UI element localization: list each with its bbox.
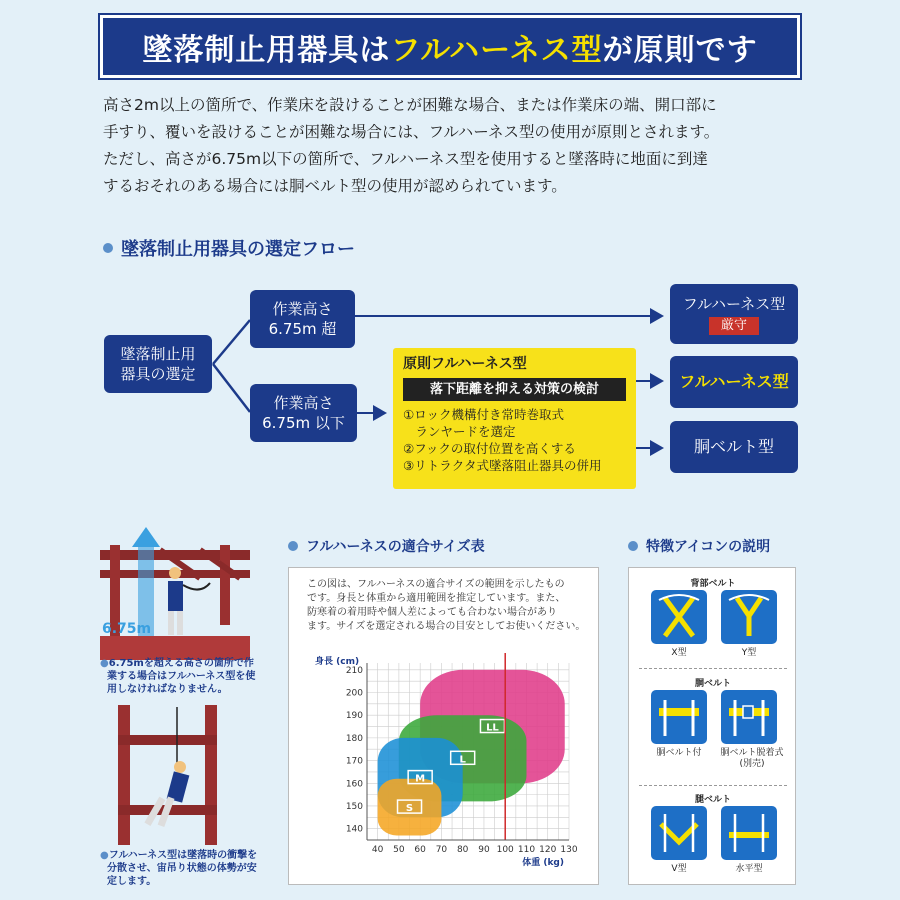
result-label: 胴ベルト型 [693,437,774,456]
flow-node-above [250,290,355,348]
x-tick-label: 50 [393,845,405,855]
detachable-belt-icon [721,690,777,744]
features-section-title [628,536,770,556]
x-axis-label: 体重 (kg) [522,858,564,868]
v-type-icon [651,806,707,860]
result-label: フルハーネス型 [679,372,789,391]
caption-line: 定します。 [107,876,157,887]
caption-line: ●6.75mを超える高さの箇所で作 [100,658,254,669]
x-tick-label: 60 [414,845,426,855]
x-tick-label: 40 [371,845,384,855]
y-tick-label: 180 [345,733,363,744]
illustration-worker-height [100,525,250,660]
x-tick-label: 80 [456,845,469,855]
illustration-caption-2 [100,849,270,888]
size-label-l: L [459,754,466,766]
node-line: 作業高さ [273,394,334,412]
features-title: 特徴アイコンの説明 [646,539,771,555]
y-type-label: Y型 [741,648,757,658]
v-type-tile [651,806,707,860]
illustration-caption-1 [100,657,270,696]
intro-line: 手すり、覆いを設けることが困難な場合には、フルハーネス型の使用が原則とされます。 [103,123,720,141]
illustration-worker-fall [100,705,250,845]
leg-belt-heading: 腿ベルト [694,795,731,805]
x-tick-label: 70 [435,845,448,855]
x-tick-label: 130 [560,845,578,855]
back-belt-heading: 背部ベルト [690,579,736,589]
intro-line: ただし、高さが6.75m以下の箇所で、フルハーネス型を使用すると墜落時に地面に到達 [103,150,708,168]
size-label-ll: LL [486,722,499,734]
caption-line: 用しなければなりません。 [107,684,228,695]
detach-belt-text: 胴ベルト脱着式 [720,748,784,758]
desc-line: この図は、フルハーネスの適合サイズの範囲を示したもの [307,579,565,590]
node-line: 6.75m 以下 [262,414,345,432]
x-tick-label: 110 [517,845,536,855]
waist-belt-heading: 胴ベルト [694,679,731,689]
size-chart-box [288,567,599,885]
height-label: 6.75m [102,621,152,637]
principle-item: ②フックの取付位置を高くする [403,441,576,456]
strict-badge: 厳守 [709,317,759,335]
caption-line: 業する場合はフルハーネス型を使 [107,671,256,682]
divider [639,785,787,786]
y-tick-label: 210 [345,665,363,676]
x-tick-label: 90 [478,845,490,855]
result-belt [670,421,798,473]
detach-belt-label [713,748,791,770]
horizontal-type-label: 水平型 [735,864,763,874]
desc-line: です。身長と体重から適用範囲を推定しています。また、 [307,593,566,604]
caption-line: ●フルハーネス型は墜落時の衝撃を [100,850,258,861]
node-line: 6.75m 超 [268,320,337,338]
principle-item: ランヤードを選定 [403,424,516,439]
principle-title: 原則フルハーネス型 [403,356,527,372]
y-type-icon [721,590,777,644]
with-belt-tile [651,690,707,744]
intro-line: 高さ2m以上の箇所で、作業床を設けることが困難な場合、または作業床の端、開口部に [103,96,717,114]
flow-title-text: 墜落制止用器具の選定フロー [121,239,355,260]
size-chart [289,568,598,886]
with-belt-label: 胴ベルト付 [656,748,702,758]
principle-item: ③リトラクタ式墜落阻止器具の併用 [403,458,602,473]
horizontal-type-tile [721,806,777,860]
caption-line: 分散させ、宙吊り状態の体勢が安 [107,863,257,874]
x-type-tile [651,590,707,644]
y-tick-label: 200 [345,688,363,699]
x-type-label: X型 [671,648,687,658]
detach-belt-tile [721,690,777,744]
y-tick-label: 150 [345,801,363,812]
y-tick-label: 140 [345,824,363,835]
result-full-harness [670,284,798,344]
result-full-harness-2 [670,356,798,408]
bullet-icon [288,541,298,551]
y-tick-label: 190 [345,711,363,722]
belt-icon [651,690,707,744]
flow-node-start [104,335,212,393]
divider [639,668,787,669]
intro-line: するおそれのある場合には胴ベルト型の使用が認められています。 [103,177,567,195]
banner-text-1: 墜落制止用器具は [142,32,391,68]
features-box [628,567,796,885]
size-chart-section-title [288,536,485,556]
banner-text-2: フルハーネス型 [390,32,603,68]
node-line: 器具の選定 [120,365,196,383]
node-line: 作業高さ [272,300,333,318]
desc-line: ます。サイズを選定される場合の目安としてお使いください。 [307,621,586,632]
sold-separately-text: (別売) [739,759,765,769]
principle-subtitle: 落下距離を抑える対策の検討 [403,378,626,401]
bullet-icon [628,541,638,551]
banner-text-3: が原則です [602,32,758,68]
horizontal-type-icon [721,806,777,860]
desc-line: 防寒着の着用時や個人差によっても合わない場合があり [307,607,557,618]
principle-box [393,348,636,489]
size-label-s: S [405,803,414,815]
v-type-label: V型 [671,864,687,874]
result-label: フルハーネス型 [682,294,786,313]
y-tick-label: 160 [345,779,363,790]
y-tick-label: 170 [345,756,363,767]
node-line: 墜落制止用 [120,345,196,363]
y-axis-label: 身長 (cm) [315,657,360,667]
x-tick-label: 120 [539,845,557,855]
size-label-m: M [415,773,426,785]
principle-item: ①ロック機構付き常時巻取式 [403,407,564,422]
y-type-tile [721,590,777,644]
size-chart-title: フルハーネスの適合サイズ表 [306,539,485,555]
x-tick-label: 100 [496,845,514,855]
flow-node-below [250,384,357,442]
x-type-icon [651,590,707,644]
